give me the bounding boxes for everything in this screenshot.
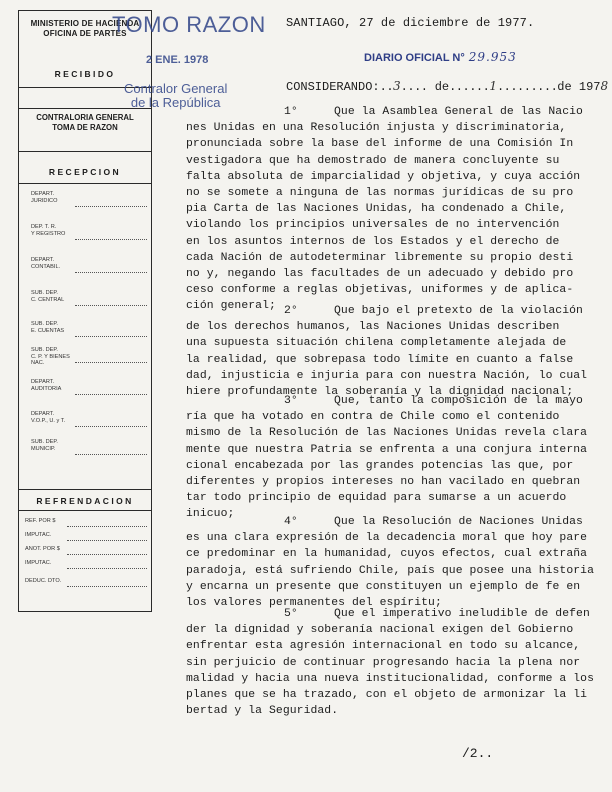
signature-line xyxy=(75,454,147,455)
paragraph-line: sin perjuicio de continuar progresando hacia la plena nor xyxy=(186,656,581,669)
paragraph-text: Que bajo el pretexto de la violación xyxy=(334,305,583,317)
row-label: DEPART. xyxy=(31,379,55,385)
paragraph-1 xyxy=(186,104,596,315)
row-label: Y REGISTRO xyxy=(31,230,66,237)
paragraph-line: es una clara expresión de la decadencia moral que hoy pare xyxy=(186,532,588,545)
paragraph-2 xyxy=(186,303,596,400)
paragraph-line: ría que ha votado en contra de Chile como el contenido xyxy=(186,411,560,424)
paragraph-line: planes que se ha trazado, con el objeto de armonizar la li xyxy=(186,689,588,702)
contraloria-header xyxy=(19,113,151,133)
paragraph-line xyxy=(186,303,596,319)
row-label: DEPART. xyxy=(31,411,55,417)
ref-row xyxy=(25,545,147,557)
paragraph-line: mente que nuestra Patria se enfrenta a una conjura interna xyxy=(186,443,588,456)
paragraph-5 xyxy=(186,606,596,719)
signature-line xyxy=(67,554,147,555)
signature-line xyxy=(67,540,147,541)
considerando-day: 3 xyxy=(393,79,401,93)
paragraph-line: nes Unidas en una Resolución injusta y discriminatoria, xyxy=(186,122,567,135)
paragraph-line: enfrentar esta agresión internacional en todo su alcance, xyxy=(186,640,581,653)
row-label: E. CUENTAS xyxy=(31,327,65,334)
paragraph-text: Que el imperativo ineludible de defen xyxy=(334,608,590,620)
ref-label: DEDUC. DTO. xyxy=(25,578,62,584)
paragraph-line: no se somete a ninguna de las normas jurídicas de su pro xyxy=(186,187,574,200)
paragraph-line: una supuesta situación chilena completamente alejada de xyxy=(186,337,567,350)
paragraph-number: 5° xyxy=(284,608,298,620)
signature-line xyxy=(75,426,147,427)
paragraph-3 xyxy=(186,393,596,523)
considerando-month: 1 xyxy=(489,79,497,93)
ref-row xyxy=(25,531,147,543)
form-row xyxy=(31,379,147,399)
paragraph-number: 3° xyxy=(284,395,298,407)
paragraph-number: 2° xyxy=(284,305,298,317)
paragraph-line xyxy=(186,606,596,622)
ref-label: IMPUTAC. xyxy=(25,532,52,538)
row-label: SUB. DEP. xyxy=(31,347,58,353)
recepcion-label: RECEPCION xyxy=(48,167,122,177)
page-continuation-marker: /2.. xyxy=(462,746,494,761)
paragraph-line: ce predominar en la humanidad, cuyos efectos, cual extraña xyxy=(186,548,588,561)
ref-row xyxy=(25,517,147,529)
paragraph-line: pronunciada sobre la base del informe de una Comisión In xyxy=(186,138,574,151)
row-label: DEPART. xyxy=(31,191,55,197)
paragraph-line: ceso conforme a reglas objetivas, uniformes y de aplica- xyxy=(186,284,574,297)
form-row xyxy=(31,257,147,277)
contraloria-block xyxy=(19,108,151,152)
form-row xyxy=(31,290,147,310)
row-label: DEP. T. R. xyxy=(31,224,57,230)
paragraph-line: inicuo; xyxy=(186,508,235,521)
row-label: V.O.P., U. y T. xyxy=(31,417,66,424)
row-label: C. P. Y BIENES NAC. xyxy=(31,353,70,366)
refrendacion-label: REFRENDACION xyxy=(36,496,134,506)
signature-line xyxy=(67,586,147,587)
paragraph-text: Que la Asamblea General de las Nacio xyxy=(334,106,583,118)
paragraph-number: 4° xyxy=(284,516,298,528)
row-label: DEPART. xyxy=(31,257,55,263)
form-row xyxy=(31,191,147,211)
tomo-razon-stamp: TOMO RAZON xyxy=(112,12,266,37)
signature-line xyxy=(67,526,147,527)
ministry-line2: OFICINA DE PARTES xyxy=(43,29,127,38)
paragraph-number: 1° xyxy=(284,106,298,118)
diario-label: DIARIO OFICIAL N° xyxy=(364,52,465,64)
ministry-line1: MINISTERIO DE HACIENDA xyxy=(30,19,140,28)
considerando-de-year: de 197 xyxy=(557,80,601,94)
row-label: SUB. DEP. xyxy=(31,290,58,296)
row-label: SUB. DEP. xyxy=(31,439,58,445)
paragraph-line: der la dignidad y soberanía nacional exigen del Gobierno xyxy=(186,624,574,637)
row-label: CONTABIL. xyxy=(31,263,61,270)
row-label: MUNICIP. xyxy=(31,445,56,452)
paragraph-line: hiere profundamente la soberanía y la dignidad nacional; xyxy=(186,386,574,399)
ref-label: ANOT. POR $ xyxy=(25,546,60,552)
form-row xyxy=(31,321,147,341)
divider xyxy=(19,489,151,490)
divider xyxy=(19,510,151,511)
paragraph-line: falta absoluta de imparcialidad y objetiva, y cuya acción xyxy=(186,170,581,183)
form-row xyxy=(31,224,147,244)
paragraph-line: la realidad, que sobrepasa todo límite en cuanto a false xyxy=(186,353,574,366)
considerando-line: CONSIDERANDO:..3.... de......1.........de 1978 xyxy=(286,79,609,94)
divider xyxy=(19,183,151,184)
signature-line xyxy=(75,362,147,363)
diario-oficial-stamp xyxy=(364,50,517,64)
ref-label: IMPUTAC. xyxy=(25,560,52,566)
ref-label: REF. POR $ xyxy=(25,518,56,524)
paragraph-line xyxy=(186,104,596,120)
row-label: JURIDICO xyxy=(31,197,58,204)
diario-number: 29.953 xyxy=(468,50,517,64)
paragraph-line: de los derechos humanos, las Naciones Unidas describen xyxy=(186,321,560,334)
paragraph-4 xyxy=(186,514,596,611)
paragraph-line: cional encabezada por las grandes potencias las que, por xyxy=(186,459,574,472)
ref-row xyxy=(25,559,147,571)
signature-line xyxy=(75,336,147,337)
form-row xyxy=(31,411,147,431)
paragraph-line: bertad y la Seguridad. xyxy=(186,705,339,718)
row-label: C. CENTRAL xyxy=(31,296,65,303)
paragraph-line: paradoja, está sufriendo Chile, país que posee una historia xyxy=(186,564,595,577)
signature-line xyxy=(75,394,147,395)
paragraph-line: violando los principios universales de no intervención xyxy=(186,219,560,232)
recibido-label: RECIBIDO xyxy=(54,69,116,79)
paragraph-line: malidad y hacia una nueva institucionalidad, conforme a los xyxy=(186,672,595,685)
contralor-line2: de la República xyxy=(130,95,221,110)
row-label: SUB. DEP. xyxy=(31,321,58,327)
dateline: SANTIAGO, 27 de diciembre de 1977. xyxy=(286,16,535,30)
paragraph-line: vestigadora que ha demostrado de manera concluyente su xyxy=(186,154,560,167)
considerando-label: CONSIDERANDO: xyxy=(286,80,380,94)
row-label: AUDITORIA xyxy=(31,385,62,392)
form-row xyxy=(31,347,147,367)
contraloria-line1: CONTRALORIA GENERAL xyxy=(36,113,134,122)
paragraph-line: mismo de la Resolución de las Naciones Unidas revela clara xyxy=(186,427,588,440)
signature-line xyxy=(75,206,147,207)
paragraph-line: y encarna un presente que constituyen un ejemplo de fe en xyxy=(186,580,581,593)
received-date-stamp: 2 ENE. 1978 xyxy=(146,54,209,66)
form-row xyxy=(31,439,147,459)
paragraph-line: no y, negando las facultades de un adecuado y debido pro xyxy=(186,268,574,281)
paragraph-text: Que, tanto la composición de la mayo xyxy=(334,395,583,407)
paragraph-line: ción general; xyxy=(186,300,276,313)
ref-row xyxy=(25,577,147,589)
signature-line xyxy=(75,305,147,306)
signature-line xyxy=(75,239,147,240)
paragraph-line: cada Nación de autodeterminar libremente su propio desti xyxy=(186,251,574,264)
paragraph-line: diferentes y propios intereses no han vacilado en quebran xyxy=(186,476,581,489)
paragraph-line: pia Carta de las Naciones Unidas, ha condenado a Chile, xyxy=(186,203,567,216)
signature-line xyxy=(75,272,147,273)
paragraph-line: los valores permanentes del espíritu; xyxy=(186,597,442,610)
considerando-year-digit: 8 xyxy=(600,79,609,93)
paragraph-line: en los asuntos internos de los Estados y el derecho de xyxy=(186,235,560,248)
contraloria-line2: TOMA DE RAZON xyxy=(52,123,118,132)
paragraph-line: dad, injusticia e injuria para con nuestra Nación, lo cual xyxy=(186,369,588,382)
contralor-line1: Contralor General xyxy=(124,81,228,96)
paragraph-line xyxy=(186,393,596,409)
paragraph-line xyxy=(186,514,596,530)
signature-line xyxy=(67,568,147,569)
paragraph-line: tar todo principio de equidad para sumarse a un acuerdo xyxy=(186,492,567,505)
paragraph-text: Que la Resolución de Naciones Unidas xyxy=(334,516,583,528)
considerando-de: de xyxy=(434,80,450,94)
